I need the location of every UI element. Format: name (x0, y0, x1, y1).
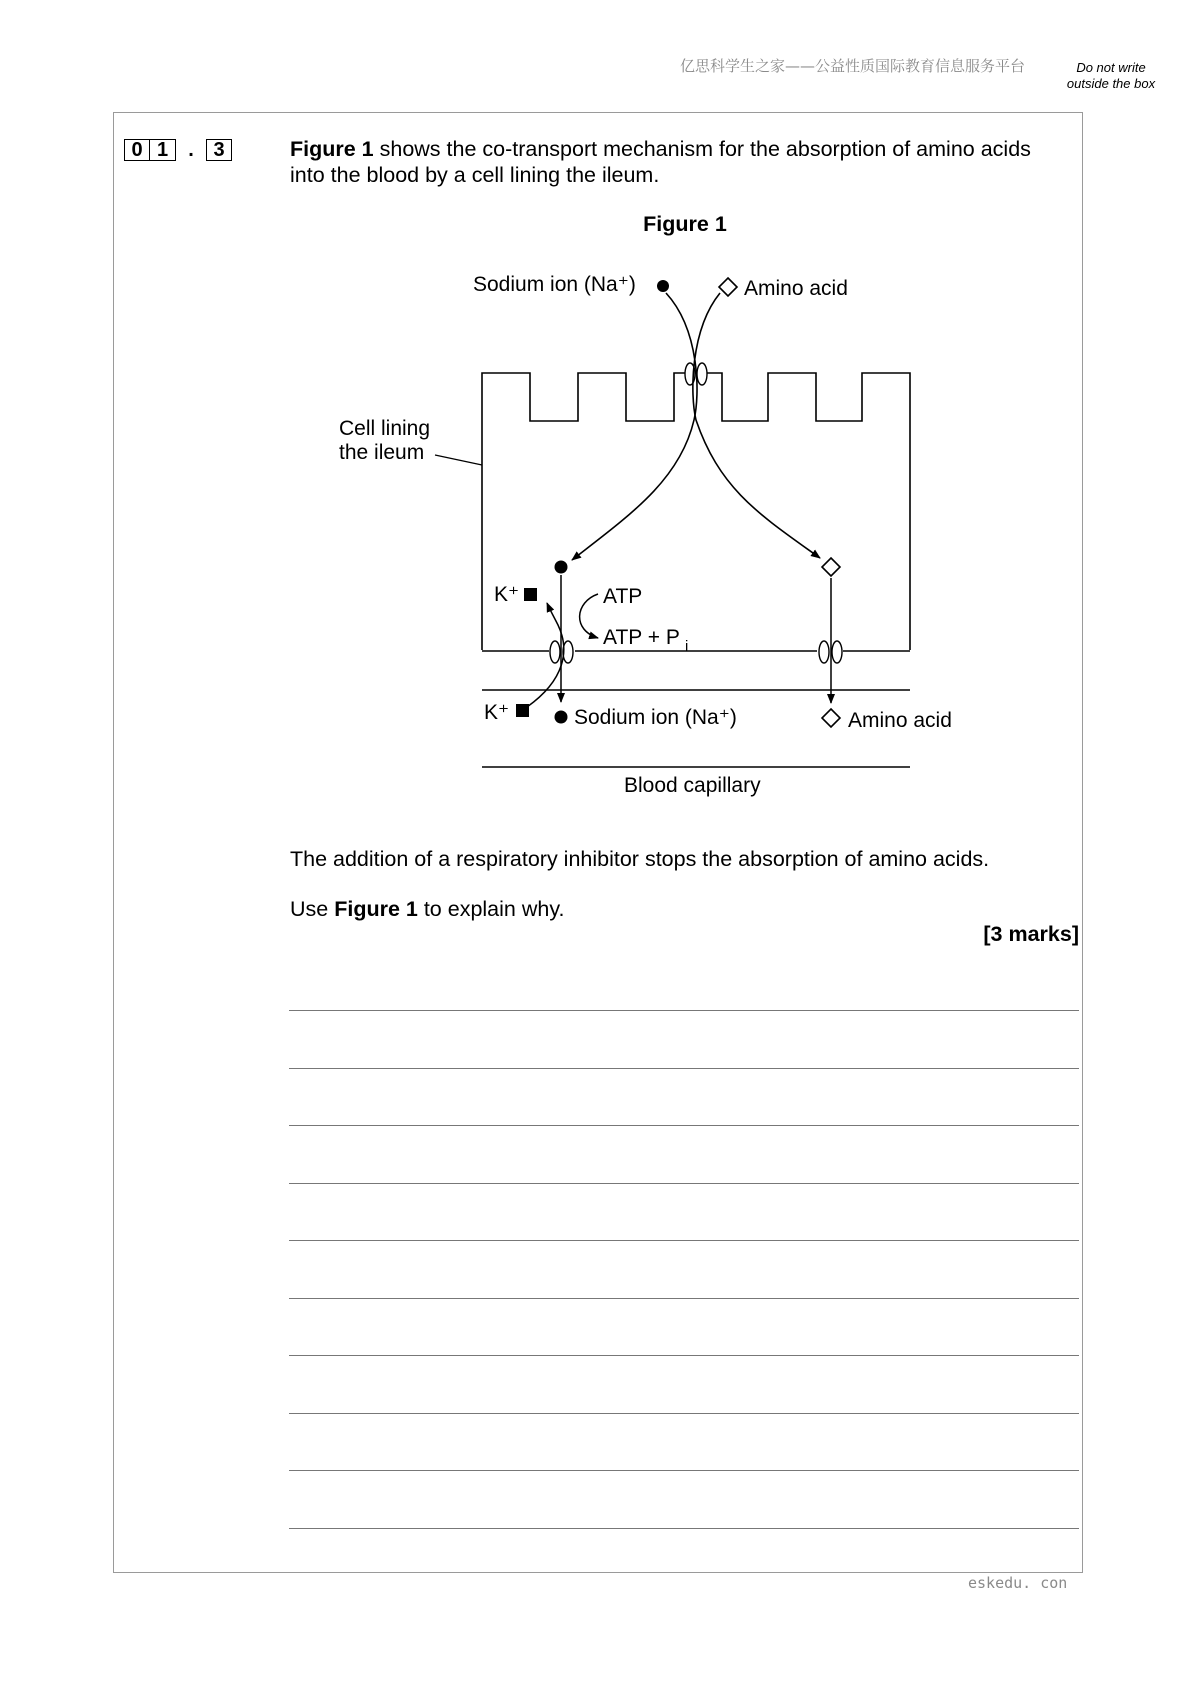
answer-line[interactable] (289, 1183, 1079, 1184)
instruction-figure-ref: Figure 1 (334, 897, 418, 921)
amino-acid-carrier (819, 641, 829, 663)
answer-line[interactable] (289, 1240, 1079, 1241)
intro-text: shows the co-transport mechanism for the absorption of amino acids into the blood by a cell lining the ileum. (290, 137, 1031, 187)
inhibitor-statement: The addition of a respiratory inhibitor stops the absorption of amino acids. (290, 847, 990, 871)
label-blood-capillary: Blood capillary (624, 774, 761, 797)
label-adp-pi: ATP + P (603, 626, 680, 649)
header-watermark: 亿思科学生之家——公益性质国际教育信息服务平台 (680, 57, 1026, 75)
amino-path-arrow (693, 293, 820, 558)
label-sodium-bottom: Sodium ion (Na⁺) (574, 706, 737, 729)
potassium-ion-upper-icon (524, 588, 537, 601)
label-pi-subscript: i (685, 638, 689, 655)
label-k-lower: K⁺ (484, 701, 510, 724)
co-transport-diagram (0, 0, 1191, 830)
amino-acid-bottom-icon (822, 709, 840, 727)
sodium-ion-inside-icon (555, 561, 568, 574)
sodium-path-arrow (572, 293, 697, 560)
marks-label: [3 marks] (983, 922, 1079, 946)
sodium-ion-bottom-icon (555, 711, 568, 724)
label-amino-top: Amino acid (744, 277, 848, 300)
label-sodium-top: Sodium ion (Na⁺) (473, 273, 636, 296)
label-amino-bottom: Amino acid (848, 709, 952, 732)
margin-note: Do not write outside the box (1066, 60, 1156, 91)
amino-acid-top-icon (719, 278, 737, 296)
amino-acid-carrier (832, 641, 842, 663)
footer-source: eskedu. con (968, 1574, 1068, 1592)
answer-line[interactable] (289, 1413, 1079, 1414)
atp-hydrolysis-arrow (580, 594, 598, 638)
instruction-post: to explain why. (417, 897, 565, 921)
potassium-ion-lower-icon (516, 704, 529, 717)
sodium-potassium-pump (550, 641, 560, 663)
question-digit: 1 (150, 139, 176, 161)
question-digit: 0 (124, 139, 150, 161)
intro-figure-ref: Figure 1 (290, 137, 374, 161)
cotransport-protein (697, 363, 707, 385)
label-atp: ATP (603, 585, 643, 608)
answer-line[interactable] (289, 1470, 1079, 1471)
question-part: 3 (206, 139, 232, 161)
instruction-pre: Use (290, 897, 335, 921)
answer-line[interactable] (289, 1355, 1079, 1356)
figure-title: Figure 1 (643, 212, 727, 236)
sodium-ion-top-icon (657, 280, 669, 292)
label-cell-lining-1: Cell lining (339, 417, 431, 440)
sodium-potassium-pump (563, 641, 573, 663)
answer-line[interactable] (289, 1068, 1079, 1069)
label-k-upper: K⁺ (494, 583, 520, 606)
question-separator: . (188, 138, 194, 161)
answer-line[interactable] (289, 1125, 1079, 1126)
answer-line[interactable] (289, 1528, 1079, 1529)
cell-lining-leader (435, 455, 482, 465)
label-cell-lining-2: the ileum (339, 441, 425, 464)
answer-line[interactable] (289, 1010, 1079, 1011)
instruction (290, 897, 564, 922)
answer-line[interactable] (289, 1298, 1079, 1299)
amino-acid-inside-icon (822, 558, 840, 576)
ileum-cell-outline (482, 373, 910, 650)
